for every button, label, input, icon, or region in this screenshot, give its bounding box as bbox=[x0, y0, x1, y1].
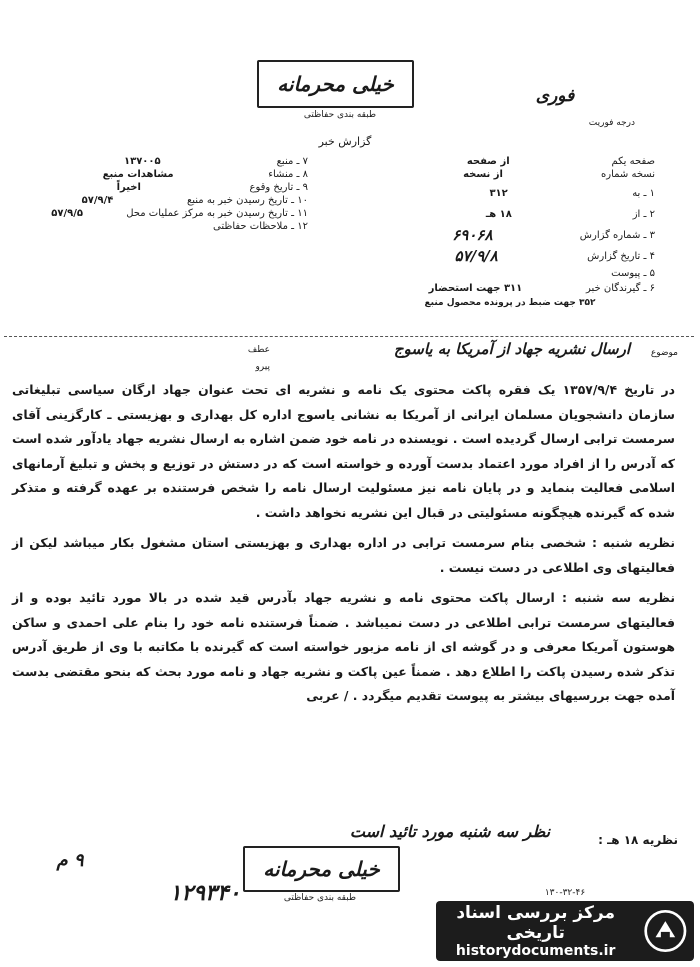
header-divider bbox=[4, 336, 694, 337]
archive-url: historydocuments.ir bbox=[455, 943, 616, 959]
subject-label: موضوع bbox=[650, 348, 678, 358]
meta-label: نسخه شماره bbox=[601, 169, 655, 180]
meta-value: ۵۷/۹/۴ bbox=[81, 195, 114, 206]
meta-left-row bbox=[8, 168, 308, 181]
meta-value bbox=[365, 267, 611, 280]
meta-value: از نسخه bbox=[463, 169, 503, 180]
meta-value: ۳۱۲ bbox=[489, 188, 508, 199]
meta-right-row bbox=[365, 187, 655, 200]
meta-label: ۱ ـ به bbox=[632, 188, 655, 199]
meta-label: ۷ ـ منبع bbox=[276, 156, 308, 167]
document-number: ۱۲۹۳۴۰ bbox=[169, 880, 241, 906]
meta-left-row bbox=[8, 220, 308, 233]
ref-label-2: پیرو bbox=[255, 362, 270, 372]
closing-value: نظر سه شنبه مورد تائید است bbox=[349, 822, 551, 841]
meta-label: ۴ ـ تاریخ گزارش bbox=[587, 251, 655, 262]
body-paragraph: نظریه شنبه : شخصی بنام سرمست ترابی در اداره بهداری و بهزیستی استان مشغول بکار میباشد لیکن از فعالیتهای وی اطلاعی در دست نیست . bbox=[12, 535, 675, 575]
footer-note: ۹ م bbox=[56, 850, 84, 871]
meta-value: اخیراً bbox=[116, 182, 141, 193]
meta-value: ۳۵۲ جهت ضبط در پرونده محصول منبع bbox=[424, 298, 596, 308]
meta-value: ۶۹۰۶۸ bbox=[452, 226, 493, 244]
meta-label: ۶ ـ گیرندگان خبر bbox=[585, 283, 655, 294]
meta-label: ۱۱ ـ تاریخ رسیدن خبر به مرکز عملیات محل bbox=[126, 208, 308, 219]
meta-left-row bbox=[8, 181, 308, 194]
archive-name: مرکز بررسی اسناد تاریخی bbox=[456, 903, 615, 943]
classification-stamp-top: خیلی محرمانه bbox=[257, 60, 414, 108]
meta-label: ۵ ـ پیوست bbox=[611, 268, 655, 279]
classification-stamp-bottom: خیلی محرمانه bbox=[243, 846, 400, 892]
meta-left-row bbox=[8, 207, 308, 220]
meta-value: از صفحه bbox=[466, 156, 510, 167]
meta-left-row bbox=[8, 194, 308, 207]
report-body bbox=[12, 378, 675, 715]
meta-right-row bbox=[365, 282, 655, 295]
meta-label: ۱۰ ـ تاریخ رسیدن خبر به منبع bbox=[186, 195, 308, 206]
archive-logo-text bbox=[436, 903, 635, 959]
meta-value: مشاهدات منبع bbox=[102, 169, 174, 180]
meta-left-row bbox=[8, 155, 308, 168]
meta-value: ۵۷/۹/۵ bbox=[51, 208, 83, 219]
meta-label: صفحه یکم bbox=[611, 156, 655, 167]
classification-caption-top: طبقه بندی حفاظتی bbox=[303, 110, 377, 120]
meta-value: ۵۷/۹/۸ bbox=[454, 247, 498, 265]
meta-label: ۳ ـ شماره گزارش bbox=[579, 230, 655, 241]
meta-label: ۸ ـ منشاء bbox=[268, 169, 308, 180]
meta-right-row bbox=[365, 155, 655, 168]
ref-label: عطف bbox=[247, 345, 270, 355]
meta-label: ۹ ـ تاریخ وقوع bbox=[249, 182, 308, 193]
body-paragraph: نظریه سه شنبه : ارسال پاکت محتوی نامه و نشریه جهاد بآدرس قید شده در بالا مورد تائید بوده و از فعالیتهای سرمست ترابی اطلاعی در دست نمیباشد . ضمناً فرستنده نامه خود را بنام علی احمدی و ساکن هوستون آمریکا معرفی و در گوشه ای از نامه مزبور خواسته است که گیرنده با مکاتبه با وی از طریق آدرس تذکر شده رسیدن پاکت را اطلاع دهد . ضمناً عین پاکت و نشریه جهاد و نامه مورد بحث که بنحو مقتضی بدست آمده جهت بررسیهای بیشتر به پیوست تقدیم میگردد . / عربی bbox=[12, 590, 675, 703]
closing-label: نظریه ۱۸ هـ : bbox=[598, 833, 678, 847]
form-code: ۱۳۰-۳۲-۴۶ bbox=[544, 888, 586, 898]
meta-value bbox=[8, 220, 213, 233]
body-paragraph: در تاریخ ۱۳۵۷/۹/۴ یک فقره پاکت محتوی یک نامه و نشریه ای تحت عنوان جهاد ارگان سیاسی تبلیغاتی سازمان دانشجویان مسلمان ایرانی از آمریکا به نشانی یاسوج اداره کل بهداری و بهزیستی ـ کارگزینی آقای سرمست ترابی ارسال گردیده است . نویسنده در نامه خود ضمن اشاره به ارسال نشریه جهاد یادآور شده است که آدرس را از افراد مورد اعتماد بدست آورده و خواسته است که در دستش در توزیع و پخش و تبلیغ آرمانهای اسلامی فعالیت بنماید و در پایان نامه نیز مسئولیت ارسال نامه را شخص فرستنده بر عهده گرفته و متذکر شده که گیرنده هیچگونه مسئولیتی در قبال این نشریه نخواهد داشت . bbox=[12, 382, 676, 520]
meta-value: ۱۳۷۰۰۵ bbox=[123, 156, 161, 167]
archive-logo bbox=[436, 901, 694, 961]
archive-emblem-icon bbox=[643, 906, 688, 956]
meta-right-row bbox=[365, 297, 655, 310]
meta-right-row bbox=[365, 247, 655, 265]
subject-value: ارسال نشریه جهاد از آمریکا به یاسوج bbox=[393, 340, 630, 358]
report-title: گزارش خبر bbox=[318, 135, 372, 148]
meta-right-row bbox=[365, 168, 655, 181]
meta-value: ۳۱۱ جهت استحضار bbox=[428, 283, 523, 294]
meta-right-block bbox=[365, 155, 655, 310]
meta-value: ۱۸ هـ bbox=[485, 209, 512, 220]
meta-right-row bbox=[365, 226, 655, 244]
classification-caption-bottom: طبقه بندی حفاظتی bbox=[283, 893, 357, 903]
meta-label: ۲ ـ از bbox=[632, 209, 655, 220]
priority-value: فوری bbox=[535, 86, 575, 106]
meta-left-block bbox=[8, 155, 308, 233]
meta-right-row bbox=[365, 267, 655, 280]
meta-label: ۱۲ ـ ملاحظات حفاظتی bbox=[213, 221, 308, 232]
meta-right-row bbox=[365, 208, 655, 221]
priority-label: درجه فوریت bbox=[588, 118, 635, 128]
